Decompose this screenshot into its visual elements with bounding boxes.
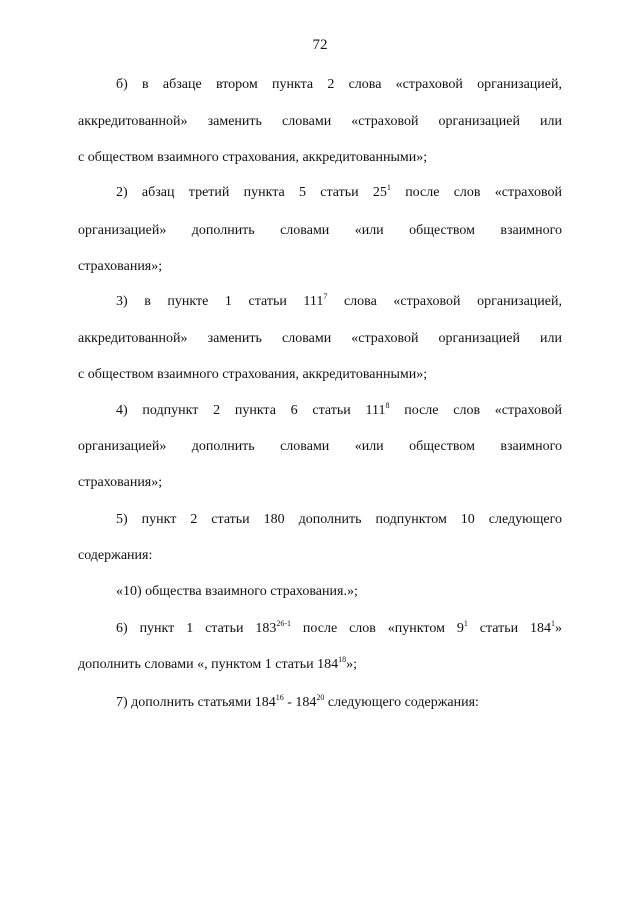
paragraph-7-line-2-sup: 18: [338, 655, 347, 664]
paragraph-2-line-1-pre: 2) абзац третий пункта 5 статьи 25: [116, 185, 387, 200]
paragraph-8-line-1-post: следующего содержания:: [324, 695, 479, 710]
paragraph-7-line-1: [116, 620, 562, 638]
paragraph-7-line-1-sup2: 1: [463, 619, 468, 628]
paragraph-8-line-1-sup: 16: [275, 693, 284, 702]
page-number: 72: [312, 37, 328, 53]
paragraph-4-line-1: [116, 402, 562, 420]
paragraph-2-line-2: организацией» дополнить словами «или обществом взаимного: [78, 223, 562, 238]
paragraph-7-line-1-post: »: [555, 621, 562, 636]
paragraph-1-line-3: с обществом взаимного страхования, аккредитованными»;: [78, 150, 428, 165]
paragraph-2-line-1-post: после слов «страховой: [390, 185, 562, 200]
paragraph-3-line-1-sup: 7: [323, 292, 328, 301]
paragraph-7-line-1-mid: после слов «пунктом 9: [291, 621, 464, 636]
paragraph-8-line-1: [116, 694, 562, 712]
paragraph-1-line-1: б) в абзаце втором пункта 2 слова «страховой организацией,: [116, 77, 562, 92]
paragraph-7-line-2-pre: дополнить словами «, пунктом 1 статьи 184: [78, 657, 339, 672]
paragraph-2-line-1-sup: 1: [386, 183, 391, 192]
paragraph-5-line-1: 5) пункт 2 статьи 180 дополнить подпунктом 10 следующего: [116, 512, 562, 527]
paragraph-4-line-2: организацией» дополнить словами «или обществом взаимного: [78, 439, 562, 454]
paragraph-7-line-1-sup: 26-1: [276, 619, 292, 628]
paragraph-8-line-1-sup2: 20: [316, 693, 325, 702]
paragraph-2-line-1: [116, 184, 562, 202]
paragraph-3-line-1-pre: 3) в пункте 1 статьи 111: [116, 294, 324, 309]
paragraph-2-line-3: страхования»;: [78, 259, 163, 274]
paragraph-7-line-1-mid2: статьи 184: [467, 621, 551, 636]
paragraph-4-line-1-post: после слов «страховой: [389, 403, 562, 418]
paragraph-8-line-1-mid: - 184: [283, 695, 317, 710]
paragraph-8-line-1-pre: 7) дополнить статьями 184: [116, 695, 276, 710]
paragraph-1-line-2: аккредитованной» заменить словами «страховой организацией или: [78, 114, 562, 129]
paragraph-7-line-2: [78, 656, 562, 674]
paragraph-3-line-3: с обществом взаимного страхования, аккредитованными»;: [78, 367, 428, 382]
paragraph-5-line-2: содержания:: [78, 548, 153, 563]
paragraph-4-line-3: страхования»;: [78, 475, 163, 490]
paragraph-3-line-2: аккредитованной» заменить словами «страховой организацией или: [78, 331, 562, 346]
paragraph-4-line-1-sup: 8: [385, 401, 390, 410]
paragraph-7-line-2-post: »;: [346, 657, 357, 672]
paragraph-6-line-1: «10) общества взаимного страхования.»;: [116, 584, 358, 599]
paragraph-7-line-1-pre: 6) пункт 1 статьи 183: [116, 621, 277, 636]
paragraph-3-line-1: [116, 293, 562, 311]
paragraph-3-line-1-post: слова «страховой организацией,: [327, 294, 562, 309]
paragraph-4-line-1-pre: 4) подпункт 2 пункта 6 статьи 111: [116, 403, 386, 418]
paragraph-7-line-1-sup3: 1: [551, 619, 555, 628]
